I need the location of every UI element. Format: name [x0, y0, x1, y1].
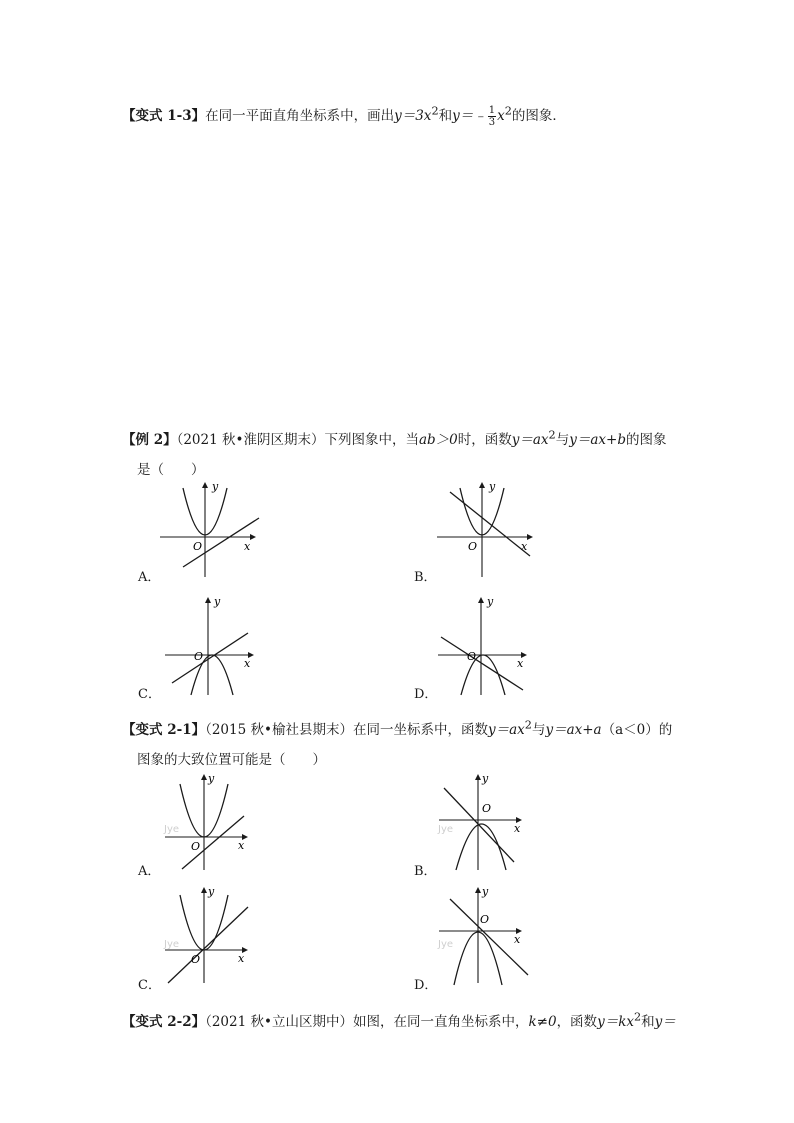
svg-text:y: y — [212, 480, 219, 493]
problem-v13: 【变式 1-3】在同一平面直角坐标系中，画出$y=3x^2$和y＝﹣ $\frac{1}{3}$ $x^2$的图象． — [122, 104, 566, 128]
problem-v21-line2: 图象的大致位置可能是（ ） — [137, 752, 326, 768]
problem-tag: 【例 2】 — [122, 432, 177, 448]
svg-text:x: x — [244, 540, 251, 553]
option-a[interactable]: A． — [138, 864, 161, 879]
fraction: $\frac{1}{3}$ — [488, 105, 496, 128]
svg-text:y: y — [208, 885, 215, 898]
graph-v21-b — [434, 772, 534, 876]
option-d[interactable]: D． — [414, 978, 438, 993]
graph-ex2-c — [160, 595, 270, 699]
svg-text:x: x — [238, 839, 245, 852]
graph-ex2-a — [155, 480, 265, 584]
problem-tag: 【变式 2-2】 — [122, 1014, 206, 1030]
problem-ex2: 【例 2】（2021 秋•淮阴区期末）下列图象中，当ab＞0时，函数$y=ax^2$与y＝ax+b的图象 — [122, 428, 667, 448]
svg-text:x: x — [514, 933, 521, 946]
svg-text:x: x — [521, 540, 528, 553]
svg-text:O: O — [468, 540, 478, 553]
graph-v21-a — [160, 772, 260, 876]
option-c[interactable]: C． — [138, 978, 161, 993]
svg-text:O: O — [191, 840, 201, 853]
svg-text:y: y — [214, 595, 221, 608]
svg-text:Jye: Jye — [438, 939, 454, 950]
svg-text:x: x — [244, 657, 251, 670]
problem-ex2-line2: 是（ ） — [137, 462, 205, 478]
problem-tag: 【变式 1-3】 — [122, 108, 206, 124]
svg-text:y: y — [489, 480, 496, 493]
svg-text:x: x — [238, 952, 245, 965]
svg-text:y: y — [208, 772, 215, 785]
option-d[interactable]: D． — [414, 687, 438, 702]
svg-text:O: O — [191, 953, 201, 966]
svg-text:y: y — [482, 772, 489, 785]
problem-v22: 【变式 2-2】（2021 秋•立山区期中）如图，在同一直角坐标系中，k≠0，函数$y=kx^2$和y＝ — [122, 1010, 676, 1030]
svg-text:Jye: Jye — [164, 939, 180, 950]
svg-text:O: O — [194, 650, 204, 663]
svg-text:Jye: Jye — [438, 824, 454, 835]
option-b[interactable]: B． — [414, 570, 437, 585]
svg-text:y: y — [487, 595, 494, 608]
svg-text:x: x — [514, 822, 521, 835]
problem-tag: 【变式 2-1】 — [122, 722, 206, 738]
svg-text:y: y — [482, 885, 489, 898]
graph-ex2-d — [433, 595, 543, 699]
problem-v21: 【变式 2-1】（2015 秋•榆社县期末）在同一坐标系中，函数$y=ax^2$与y＝ax+a（a＜0）的 — [122, 718, 673, 738]
svg-text:O: O — [467, 650, 477, 663]
graph-v21-c — [160, 885, 260, 989]
option-a[interactable]: A． — [138, 570, 161, 585]
svg-text:Jye: Jye — [164, 824, 180, 835]
graph-ex2-b — [432, 480, 542, 584]
option-b[interactable]: B． — [414, 864, 437, 879]
graph-v21-d — [434, 885, 534, 989]
svg-text:O: O — [480, 913, 490, 926]
svg-text:x: x — [517, 657, 524, 670]
svg-text:O: O — [193, 540, 203, 553]
svg-text:O: O — [482, 802, 492, 815]
option-c[interactable]: C． — [138, 687, 161, 702]
